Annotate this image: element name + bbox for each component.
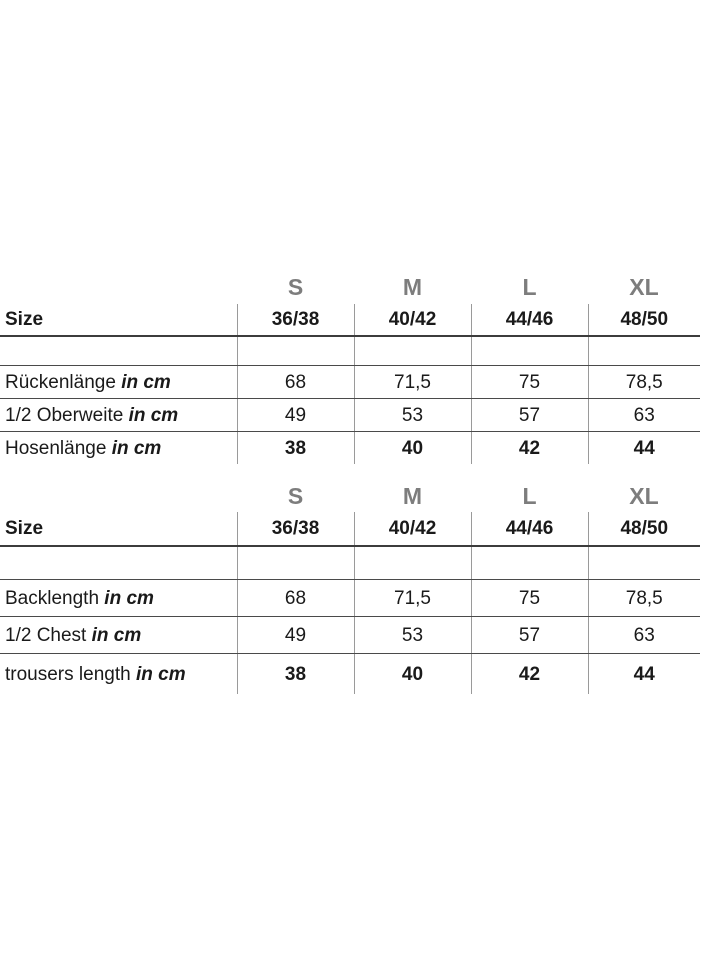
measurement-value: 42 [471,432,588,465]
col-header-l: L [522,274,537,300]
table-row-backlength-de [0,366,700,399]
spacer-row [0,336,700,366]
size-value: 48/50 [588,304,700,336]
size-table-german [0,271,700,464]
measurement-label [0,580,237,617]
size-row-label: Size [0,304,237,336]
col-header-l: L [522,483,537,509]
col-header-m: M [402,274,423,300]
measurement-value: 53 [354,399,471,432]
size-value: 44/46 [471,512,588,546]
spacer-row [0,546,700,580]
measurement-value: 75 [471,580,588,617]
table-row-backlength-en [0,580,700,617]
table-row-trousers-de [0,432,700,465]
size-value: 40/42 [354,512,471,546]
size-table-english [0,481,700,694]
measurement-value: 42 [471,654,588,695]
col-header-m: M [402,483,423,509]
measurement-value: 57 [471,617,588,654]
table-row-chest-en [0,617,700,654]
measurement-value: 63 [588,399,700,432]
col-header-s: S [287,274,304,300]
measurement-value: 71,5 [354,366,471,399]
measurement-value: 44 [588,654,700,695]
measurement-value: 38 [237,432,354,465]
measurement-name: 1/2 Oberweite [5,404,124,426]
measurement-label [0,654,237,695]
measurement-value: 57 [471,399,588,432]
measurement-value: 49 [237,617,354,654]
measurement-label [0,366,237,399]
measurement-value: 63 [588,617,700,654]
measurement-value: 53 [354,617,471,654]
measurement-unit: in cm [135,663,186,685]
col-header-xl: XL [629,274,659,300]
col-header-s: S [287,483,304,509]
col-header-xl: XL [629,483,659,509]
size-letters-row [0,271,700,304]
measurement-value: 78,5 [588,366,700,399]
size-numbers-row [0,304,700,336]
measurement-name: Hosenlänge [5,437,107,459]
empty-cell [0,271,237,304]
size-row-label: Size [0,512,237,546]
measurement-name: Backlength [5,587,100,609]
measurement-label [0,432,237,465]
measurement-unit: in cm [91,624,142,646]
size-value: 44/46 [471,304,588,336]
size-letters-row [0,481,700,512]
table-row-chest-de [0,399,700,432]
measurement-unit: in cm [104,587,154,609]
size-value: 36/38 [237,512,354,546]
measurement-name: 1/2 Chest [5,624,87,646]
measurement-value: 44 [588,432,700,465]
measurement-unit: in cm [111,437,162,459]
measurement-unit: in cm [128,404,179,426]
empty-cell [0,481,237,512]
measurement-name: Rückenlänge [5,371,116,393]
measurement-value: 75 [471,366,588,399]
measurement-value: 68 [237,580,354,617]
measurement-value: 68 [237,366,354,399]
measurement-value: 40 [354,654,471,695]
measurement-value: 78,5 [588,580,700,617]
measurement-value: 40 [354,432,471,465]
measurement-name: trousers length [5,663,131,685]
table-row-trousers-en [0,654,700,695]
measurement-value: 71,5 [354,580,471,617]
measurement-unit: in cm [121,371,171,393]
measurement-value: 49 [237,399,354,432]
size-value: 40/42 [354,304,471,336]
size-numbers-row [0,512,700,546]
measurement-label [0,617,237,654]
measurement-value: 38 [237,654,354,695]
measurement-label [0,399,237,432]
size-value: 48/50 [588,512,700,546]
size-value: 36/38 [237,304,354,336]
